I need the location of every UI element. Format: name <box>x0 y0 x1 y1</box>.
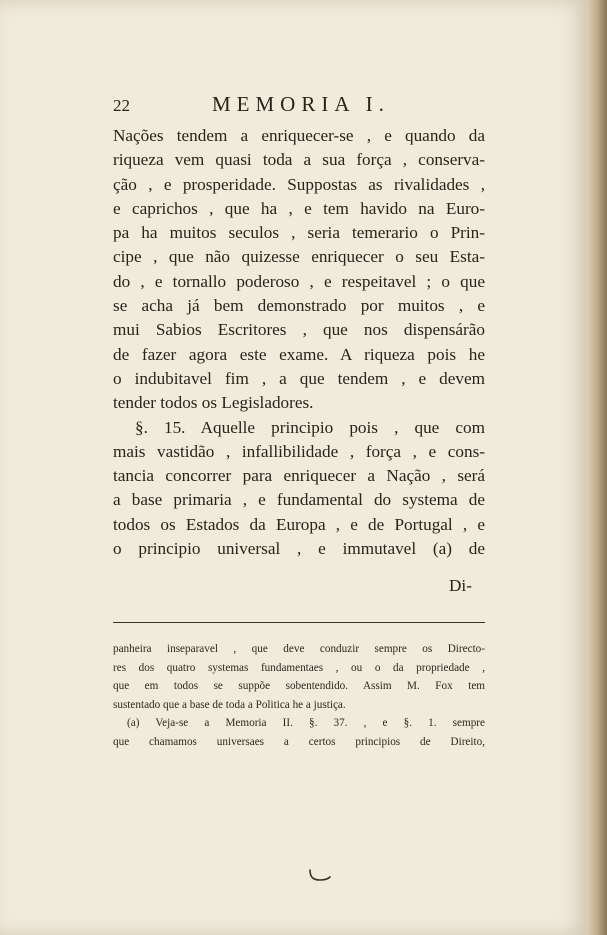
text-line: Nações tendem a enriquecer-se , e quando da <box>113 126 485 145</box>
text-line: pa ha muitos seculos , seria temerario o Prin- <box>113 223 485 243</box>
page-edge <box>588 0 607 935</box>
text-line: e caprichos , que ha , e tem havido na Euro- <box>113 198 485 218</box>
catchword: Di- <box>449 576 472 595</box>
footnote-line: res dos quatro systemas fundamentaes , ou o da propriedade , <box>113 661 485 674</box>
footnote-line: que chamamos universaes a certos principios de Direito, <box>113 735 485 748</box>
footnote-line: (a) Veja-se a Memoria II. §. 37. , e §. 1. sempre <box>127 717 485 730</box>
text-line: tender todos os Legisladores. <box>113 393 314 413</box>
text-line: riqueza vem quasi toda a sua força , conserva- <box>113 150 485 170</box>
footnotes <box>113 640 485 752</box>
text-line: do , e tornallo poderoso , e respeitavel ; o que <box>113 271 485 291</box>
footnote-line: que em todos se suppõe sobentendido. Assim M. Fox tem <box>113 680 485 693</box>
text-line: cipe , que não quizesse enriquecer o seu Esta- <box>113 247 485 267</box>
footnote-line: sustentado que a base de toda a Politica he a justiça. <box>113 698 346 711</box>
text-line: de fazer agora este exame. A riqueza pois he <box>113 344 485 364</box>
text-line: todos os Estados da Europa , e de Portugal , e <box>113 514 485 534</box>
text-line: tancia concorrer para enriquecer a Nação , será <box>113 466 485 486</box>
text-line: a base primaria , e fundamental do systema de <box>113 490 485 510</box>
text-line: se acha já bem demonstrado por muitos , e <box>113 296 485 316</box>
text-line: ção , e prosperidade. Suppostas as rivalidades , <box>113 174 485 194</box>
text-line: o indubitavel fim , a que tendem , e devem <box>113 368 485 388</box>
text-line: o principio universal , e immutavel (a) de <box>113 539 485 559</box>
running-head: MEMORIA I. <box>212 92 390 116</box>
ink-mark-icon <box>307 868 333 882</box>
footnote-line: panheira inseparavel , que deve conduzir sempre os Directo- <box>113 643 485 655</box>
page-header <box>113 92 483 120</box>
footnote-rule <box>113 622 485 623</box>
page-number: 22 <box>113 96 130 115</box>
text-line: mui Sabios Escritores , que nos dispensárão <box>113 320 485 340</box>
text-line: §. 15. Aquelle principio pois , que com <box>135 417 485 437</box>
main-text <box>113 124 485 561</box>
text-line: mais vastidão , infallibilidade , força , e cons- <box>113 441 485 461</box>
